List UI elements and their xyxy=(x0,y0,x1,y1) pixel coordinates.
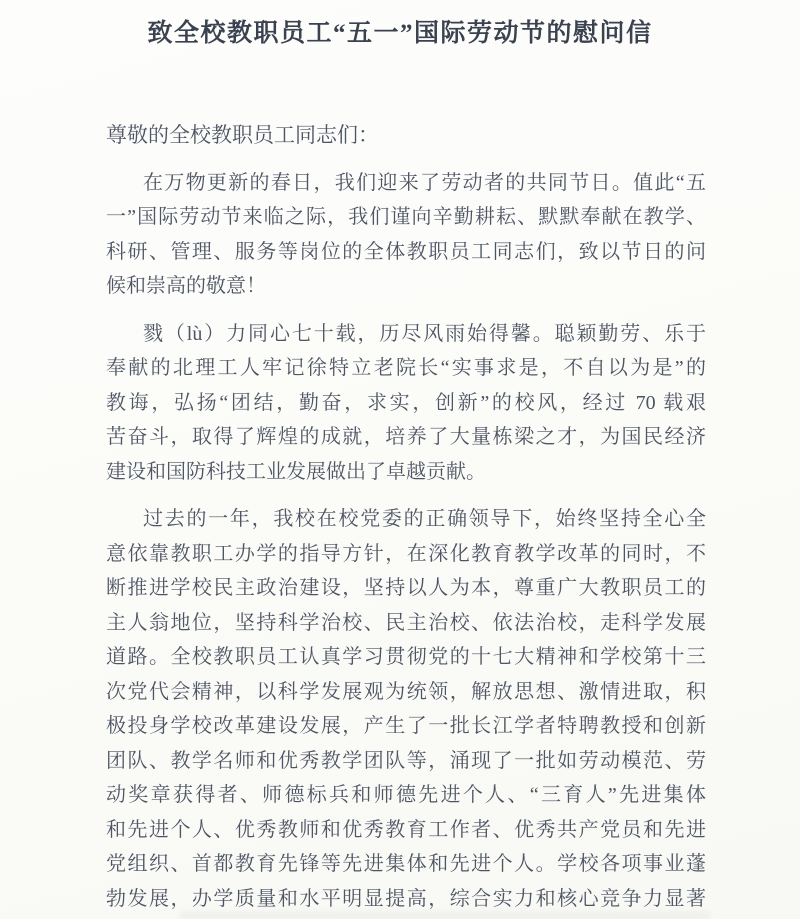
text-line: 教诲，弘扬“团结，勤奋，求实，创新”的校风，经过 70 载艰 xyxy=(106,391,706,414)
text-line: 次党代会精神，以科学发展观为统领，解放思想、激情进取，积 xyxy=(106,680,706,703)
letter-body xyxy=(106,118,706,916)
text-line: 奉献的北理工人牢记徐特立老院长“实事求是，不自以为是”的 xyxy=(106,357,706,379)
text-line: 在万物更新的春日，我们迎来了劳动者的共同节日。值此“五 xyxy=(143,171,706,194)
text-line: 断推进学校民主政治建设，坚持以人为本，尊重广大教职员工的 xyxy=(106,577,706,599)
text-line: 建设和国防科技工业发展做出了卓越贡献。 xyxy=(106,460,486,483)
text-line: 极投身学校改革建设发展，产生了一批长江学者特聘教授和创新 xyxy=(106,715,706,737)
paragraph-3 xyxy=(106,502,706,916)
text-line: 勃发展，办学质量和水平明显提高，综合实力和核心竞争力显著 xyxy=(106,887,706,910)
paragraph-1 xyxy=(106,166,706,304)
text-line: 戮（lù）力同心七十载，历尽风雨始得馨。聪颖勤劳、乐于 xyxy=(143,322,706,345)
text-line: 科研、管理、服务等岗位的全体教职员工同志们，致以节日的问 xyxy=(106,240,706,263)
text-line: 动奖章获得者、师德标兵和师德先进个人、“三育人”先进集体 xyxy=(106,784,706,806)
text-line: 道路。全校教职员工认真学习贯彻党的十七大精神和学校第十三 xyxy=(106,646,706,668)
text-line: 过去的一年，我校在校党委的正确领导下，始终坚持全心全 xyxy=(143,508,706,530)
paragraph-2 xyxy=(106,317,706,490)
letter-salutation: 尊敬的全校教职员工同志们： xyxy=(106,123,379,147)
text-line: 和先进个人、优秀教师和优秀教育工作者、优秀共产党员和先进 xyxy=(106,818,706,841)
text-line: 候和崇高的敬意！ xyxy=(106,275,266,297)
letter-title: 致全校教职员工“五一”国际劳动节的慰问信 xyxy=(147,20,653,47)
text-line: 党组织、首都教育先锋等先进集体和先进个人。学校各项事业蓬 xyxy=(106,853,706,875)
text-line: 意依靠教职工办学的指导方针，在深化教育教学改革的同时，不 xyxy=(106,542,706,565)
text-line: 一”国际劳动节来临之际，我们谨向辛勤耕耘、默默奉献在教学、 xyxy=(106,206,706,228)
text-line: 主人翁地位，坚持科学治校、民主治校、依法治校，走科学发展 xyxy=(106,611,706,634)
text-line: 苦奋斗，取得了辉煌的成就，培养了大量栋梁之才，为国民经济 xyxy=(106,426,706,448)
text-line: 团队、教学名师和优秀教学团队等，涌现了一批如劳动模范、劳 xyxy=(106,749,706,772)
